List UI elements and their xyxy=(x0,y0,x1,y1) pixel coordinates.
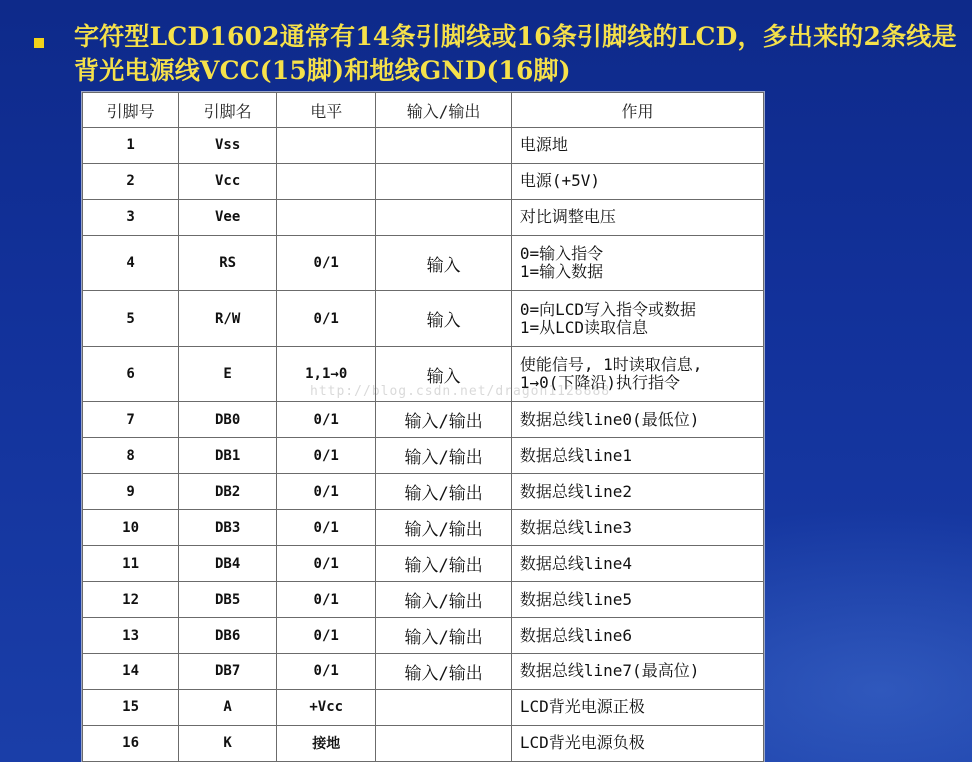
cell-pin-number: 6 xyxy=(83,346,179,401)
table-row xyxy=(83,653,764,689)
cell-function: LCD背光电源负极 xyxy=(511,725,763,761)
table-row xyxy=(83,128,764,164)
cell-level: +Vcc xyxy=(277,689,376,725)
cell-pin-name: DB4 xyxy=(179,546,277,582)
header-level: 电平 xyxy=(277,93,376,128)
cell-io xyxy=(376,689,512,725)
pin-table-container xyxy=(82,92,764,762)
cell-function: 0=向LCD写入指令或数据 1=从LCD读取信息 xyxy=(511,291,763,346)
cell-pin-number: 9 xyxy=(83,474,179,510)
cell-pin-number: 15 xyxy=(83,689,179,725)
table-row xyxy=(83,438,764,474)
cell-pin-name: DB2 xyxy=(179,474,277,510)
cell-io: 输入/输出 xyxy=(376,546,512,582)
cell-level: 0/1 xyxy=(277,474,376,510)
table-row xyxy=(83,689,764,725)
cell-function: 0=输入指令 1=输入数据 xyxy=(511,235,763,290)
cell-function: 使能信号, 1时读取信息, 1→0(下降沿)执行指令 xyxy=(511,346,763,401)
cell-function: 对比调整电压 xyxy=(511,199,763,235)
cell-pin-number: 12 xyxy=(83,582,179,618)
cell-pin-number: 5 xyxy=(83,291,179,346)
table-row xyxy=(83,474,764,510)
cell-pin-name: K xyxy=(179,725,277,761)
cell-function: 数据总线line5 xyxy=(511,582,763,618)
cell-level: 0/1 xyxy=(277,618,376,654)
header-pin-number: 引脚号 xyxy=(83,93,179,128)
cell-pin-name: E xyxy=(179,346,277,401)
cell-pin-name: DB0 xyxy=(179,402,277,438)
cell-level xyxy=(277,128,376,164)
cell-io: 输入/输出 xyxy=(376,582,512,618)
cell-level: 0/1 xyxy=(277,653,376,689)
cell-function: 数据总线line0(最低位) xyxy=(511,402,763,438)
cell-pin-name: Vee xyxy=(179,199,277,235)
cell-function: 数据总线line6 xyxy=(511,618,763,654)
slide-heading: 字符型LCD1602通常有14条引脚线或16条引脚线的LCD，多出来的2条线是背光电源线VCC(15脚)和地线GND(16脚) xyxy=(74,22,957,85)
table-row xyxy=(83,725,764,761)
cell-pin-number: 2 xyxy=(83,163,179,199)
table-row xyxy=(83,582,764,618)
cell-level xyxy=(277,199,376,235)
cell-pin-name: Vcc xyxy=(179,163,277,199)
cell-level: 0/1 xyxy=(277,438,376,474)
cell-pin-number: 3 xyxy=(83,199,179,235)
cell-pin-name: RS xyxy=(179,235,277,290)
table-row xyxy=(83,346,764,401)
cell-pin-number: 1 xyxy=(83,128,179,164)
cell-level: 0/1 xyxy=(277,546,376,582)
cell-pin-name: DB3 xyxy=(179,510,277,546)
cell-io: 输入/输出 xyxy=(376,402,512,438)
cell-pin-number: 13 xyxy=(83,618,179,654)
cell-pin-name: R/W xyxy=(179,291,277,346)
cell-level: 0/1 xyxy=(277,402,376,438)
cell-level: 接地 xyxy=(277,725,376,761)
cell-pin-number: 8 xyxy=(83,438,179,474)
cell-pin-number: 10 xyxy=(83,510,179,546)
header-io: 输入/输出 xyxy=(376,93,512,128)
cell-pin-name: Vss xyxy=(179,128,277,164)
cell-function: 电源地 xyxy=(511,128,763,164)
cell-function: 数据总线line1 xyxy=(511,438,763,474)
table-row xyxy=(83,163,764,199)
cell-io: 输入 xyxy=(376,291,512,346)
cell-io: 输入 xyxy=(376,346,512,401)
cell-pin-number: 7 xyxy=(83,402,179,438)
cell-function: 数据总线line7(最高位) xyxy=(511,653,763,689)
cell-io: 输入/输出 xyxy=(376,653,512,689)
cell-io xyxy=(376,199,512,235)
cell-pin-name: DB6 xyxy=(179,618,277,654)
table-row xyxy=(83,235,764,290)
table-row xyxy=(83,546,764,582)
table-row xyxy=(83,199,764,235)
cell-io: 输入 xyxy=(376,235,512,290)
cell-pin-number: 16 xyxy=(83,725,179,761)
table-row xyxy=(83,510,764,546)
bullet-marker xyxy=(34,38,44,48)
cell-io: 输入/输出 xyxy=(376,438,512,474)
cell-function: LCD背光电源正极 xyxy=(511,689,763,725)
cell-pin-number: 11 xyxy=(83,546,179,582)
cell-level: 0/1 xyxy=(277,235,376,290)
cell-io: 输入/输出 xyxy=(376,510,512,546)
cell-io: 输入/输出 xyxy=(376,474,512,510)
cell-io xyxy=(376,163,512,199)
cell-level: 0/1 xyxy=(277,582,376,618)
cell-pin-name: DB7 xyxy=(179,653,277,689)
table-row xyxy=(83,291,764,346)
pin-table xyxy=(82,92,764,762)
cell-pin-name: A xyxy=(179,689,277,725)
cell-level: 0/1 xyxy=(277,510,376,546)
cell-io xyxy=(376,128,512,164)
cell-function: 数据总线line4 xyxy=(511,546,763,582)
cell-pin-name: DB5 xyxy=(179,582,277,618)
cell-level xyxy=(277,163,376,199)
table-row xyxy=(83,402,764,438)
cell-pin-name: DB1 xyxy=(179,438,277,474)
watermark: http://blog.csdn.net/dragon1128888 xyxy=(310,384,611,399)
cell-pin-number: 4 xyxy=(83,235,179,290)
cell-function: 电源(+5V) xyxy=(511,163,763,199)
header-pin-name: 引脚名 xyxy=(179,93,277,128)
table-row xyxy=(83,618,764,654)
table-header-row xyxy=(83,93,764,128)
cell-function: 数据总线line3 xyxy=(511,510,763,546)
cell-level: 0/1 xyxy=(277,291,376,346)
cell-pin-number: 14 xyxy=(83,653,179,689)
cell-io xyxy=(376,725,512,761)
cell-level: 1,1→0 xyxy=(277,346,376,401)
header-function: 作用 xyxy=(511,93,763,128)
cell-io: 输入/输出 xyxy=(376,618,512,654)
cell-function: 数据总线line2 xyxy=(511,474,763,510)
